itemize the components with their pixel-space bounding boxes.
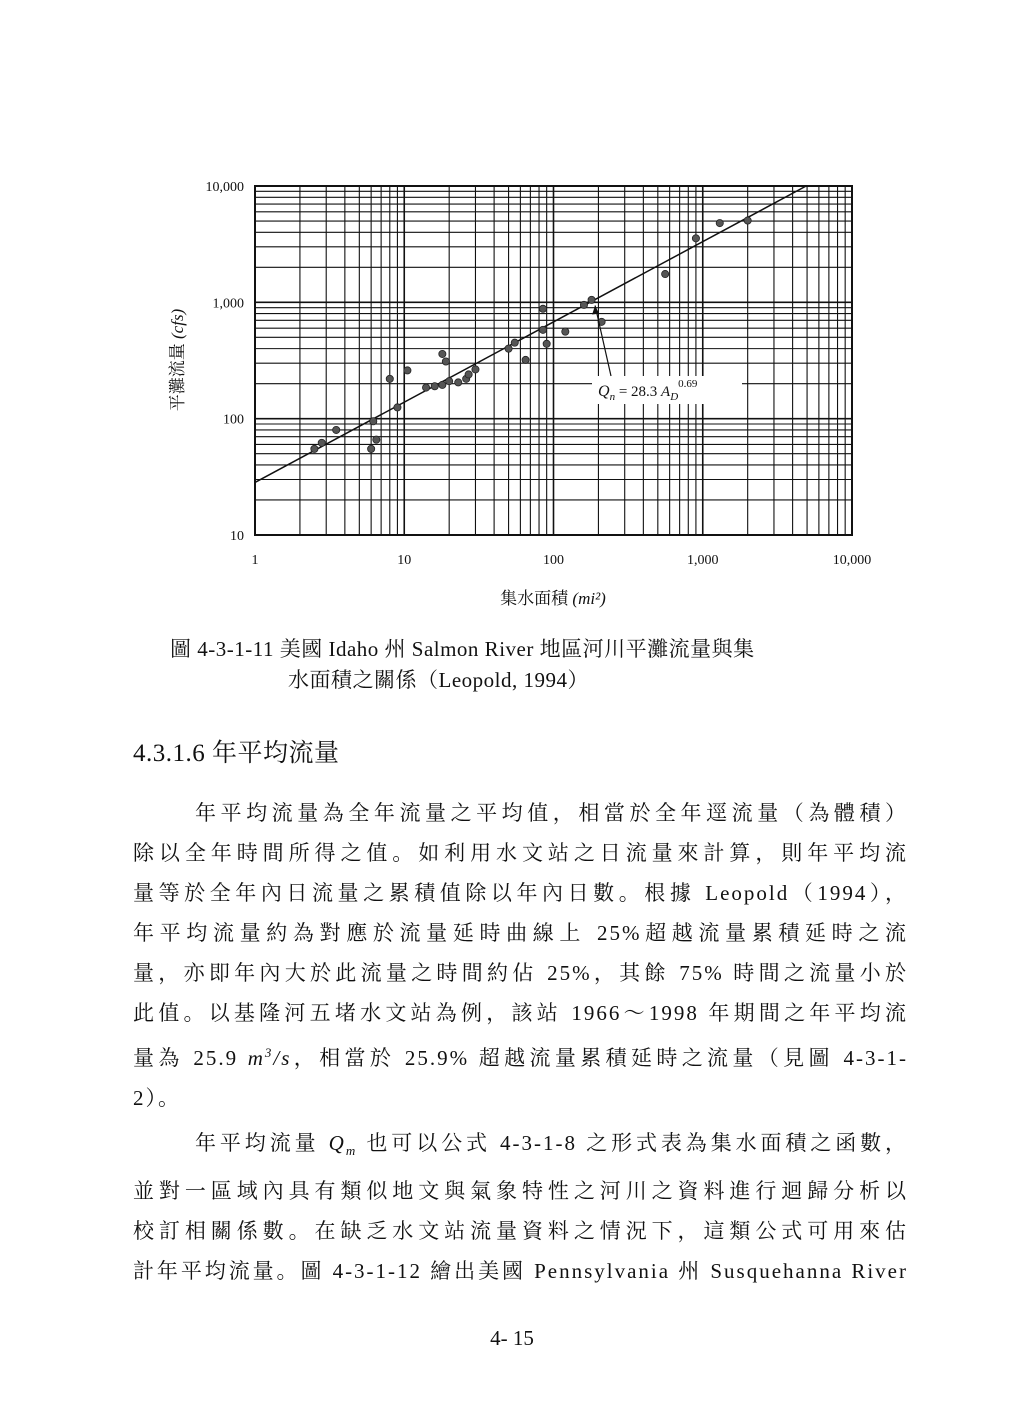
para1-line-7-post: ，相當於 25.9% 超越流量累積延時之流量（見圖 4-3-1- [291,1046,908,1070]
data-point [455,379,462,386]
caption-line-1: 圖 4-3-1-11 美國 Idaho 州 Salmon River 地區河川平灘流量與集 [170,637,755,661]
para2-line-1-pre: 年平均流量 [195,1131,329,1155]
data-point [543,340,550,347]
para2-line-4: 計年平均流量。圖 4-3-1-12 繪出美國 Pennsylvania 州 Susquehanna River [133,1259,908,1284]
y-tick-label: 10 [230,529,244,544]
para1-line-6: 此值。以基隆河五堵水文站為例，該站 1966～1998 年期間之年平均流 [133,1001,908,1025]
para1-line-4: 年平均流量約為對應於流量延時曲線上 25%超越流量累積延時之流 [133,921,908,945]
eq-a: A [661,384,671,400]
data-point [439,350,446,357]
regression-line [255,186,807,483]
para1-line-5: 量，亦即年內大於此流量之時間約佔 25%，其餘 75% 時間之流量小於 [133,961,908,985]
unit-sup: 3 [264,1045,274,1060]
para2-line-3: 校訂相關係數。在缺乏水文站流量資料之情況下，這類公式可用來估 [133,1219,908,1244]
data-point [539,326,546,333]
x-axis-label-unit: (mi²) [572,589,606,608]
x-tick-label: 1 [251,553,259,568]
para2-line-1-post: 也可以公式 4-3-1-8 之形式表為集水面積之函數， [357,1131,909,1155]
data-point [562,328,569,335]
paragraph-2 [133,1123,908,1291]
para1-line-2: 除以全年時間所得之值。如利用水文站之日流量來計算，則年平均流 [133,841,908,865]
data-point [404,367,411,374]
data-point [465,371,472,378]
figure-caption [170,634,890,696]
data-point [318,439,325,446]
eq-q-sub: n [609,391,616,403]
x-tick-label: 100 [543,553,564,568]
x-axis-label-text: 集水面積 [500,589,573,608]
data-point [588,296,595,303]
y-axis-label-unit: (cfs) [168,308,187,339]
x-axis-label [500,589,606,608]
annotation-arrow [595,306,611,376]
data-point [716,219,723,226]
data-point [505,345,512,352]
eq-a-sup: 0.69 [678,378,698,390]
data-point [744,217,751,224]
data-point [311,445,318,452]
y-axis-label-text: 平灘流量 [168,338,187,412]
para2-line-1 [133,1123,908,1171]
paragraph-1 [133,793,908,1118]
data-point [662,270,669,277]
data-point [472,366,479,373]
data-point [522,356,529,363]
para1-line-8: 2）。 [133,1086,181,1110]
data-point [539,305,546,312]
regression-line-group [255,186,807,483]
y-axis-label [168,308,187,411]
para1-line-7-pre: 量為 25.9 [133,1046,248,1070]
eq-a-sub: D [670,391,679,403]
data-point [370,418,377,425]
eq-mid: = 28.3 [615,384,662,400]
scatter-chart [0,0,1024,620]
data-point [368,445,375,452]
x-tick-label: 10 [397,553,412,568]
y-tick-label: 100 [223,412,244,428]
symbol-q-sub: m [345,1143,358,1159]
data-point [580,301,587,308]
caption-line-2: 水面積之關係（Leopold, 1994） [288,668,589,692]
data-point [431,383,438,390]
x-tick-label: 1,000 [687,553,719,568]
unit-s: /s [273,1046,292,1070]
y-tick-label: 1,000 [212,296,244,312]
para1-line-1: 年平均流量為全年流量之平均值，相當於全年逕流量（為體積） [195,801,908,825]
unit-m: m [247,1046,265,1070]
page-number: 4- 15 [490,1326,534,1350]
chart-grid [255,186,852,535]
data-point [386,375,393,382]
axis-labels [168,308,606,608]
para2-line-2: 並對一區域內具有類似地文與氣象特性之河川之資料進行迴歸分析以 [133,1179,908,1204]
section-heading: 4.3.1.6 年平均流量 [133,740,340,767]
data-point [692,235,699,242]
para1-line-7 [133,1033,908,1078]
data-point [442,358,449,365]
data-point [511,339,518,346]
symbol-q: Q [328,1131,346,1155]
data-point [373,436,380,443]
y-tick-label: 10,000 [205,180,244,195]
data-point [333,426,340,433]
data-point [439,381,446,388]
eq-q: Q [598,383,610,400]
data-point [422,384,429,391]
x-tick-label: 10,000 [832,553,872,568]
data-point [394,404,401,411]
para1-line-3: 量等於全年內日流量之累積值除以年內日數。根據 Leopold（1994）， [133,881,908,905]
tick-labels [206,180,872,568]
data-point [446,378,453,385]
